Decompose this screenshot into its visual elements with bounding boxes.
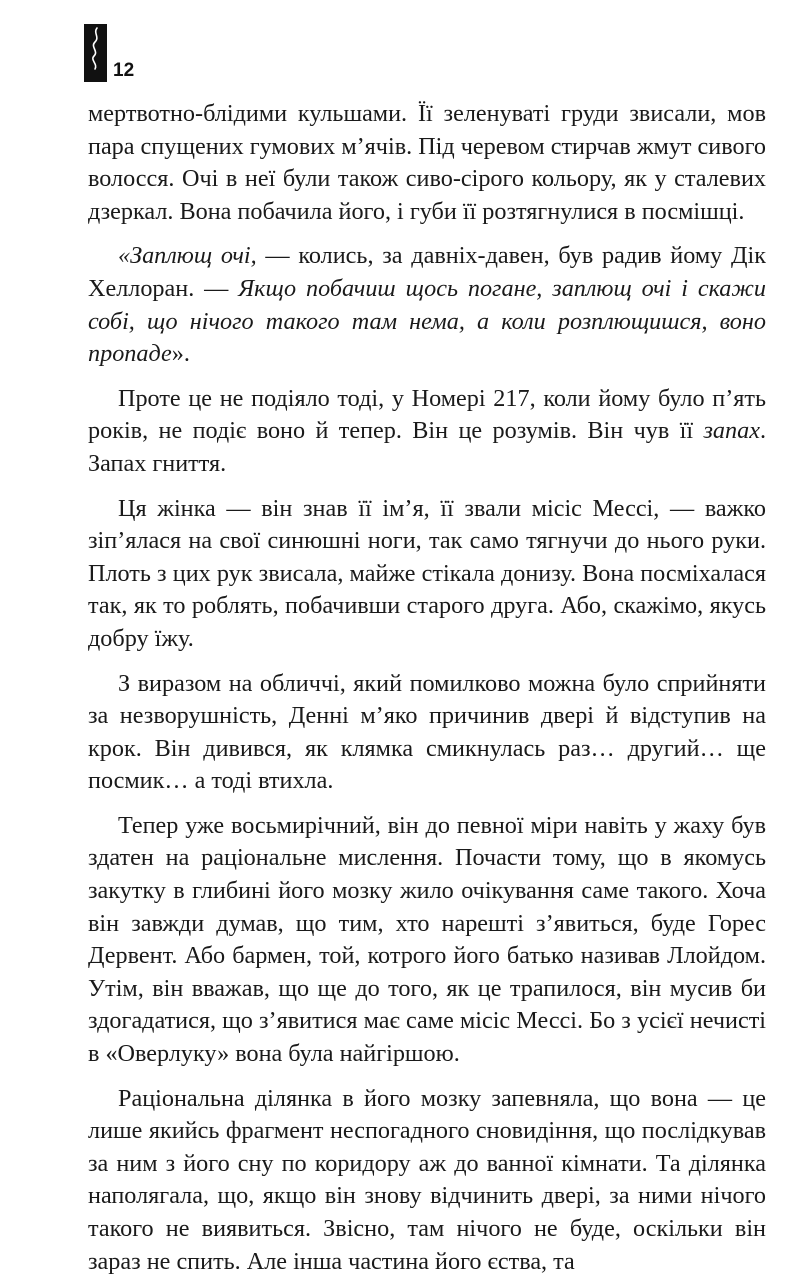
- paragraph: [88, 1083, 766, 1278]
- text-run-italic: запах: [703, 417, 760, 445]
- paragraph: [88, 240, 766, 370]
- page-header: [84, 24, 134, 82]
- text-run: З виразом на обличчі, який помилково можна було сприйняти за незворушність, Денні м’яко причинив двері й відступив на крок. Він дивився, як клямка смикнулась раз… другий… ще посмик… а тоді втихла.: [88, 669, 766, 795]
- text-run-italic: Якщо побачиш щось погане, заплющ очі і скажи собі, що нічого такого там нема, а коли розплющишся, воно пропаде: [88, 274, 766, 368]
- text-run: — колись, за давніх-давен, був радив йому Дік Хеллоран. —: [88, 242, 766, 302]
- body-text: [88, 98, 766, 1278]
- paragraph: [88, 668, 766, 798]
- paragraph: [88, 383, 766, 481]
- text-run: Ця жінка — він знав її ім’я, її звали місіс Мессі, — важко зіп’ялася на свої синюшні ноги, так само тягнучи до нього руки. Плоть з цих рук звисала, майже стікала донизу. Вона посміхалася так, як то роблять, побачивши старого друга. Або, скажімо, якусь добру їжу.: [88, 494, 766, 652]
- page-number: 12: [113, 60, 135, 81]
- text-run: ».: [171, 340, 190, 368]
- paragraph: [88, 493, 766, 656]
- text-run: Раціональна ділянка в його мозку запевняла, що вона — це лише якийсь фрагмент неспогадного сновидіння, що послідкував за ним з його сну по коридору аж до ванної кімнати. Та ділянка наполягала, що, якщо він знову відчинить двері, за ними нічого такого не виявиться. Звісно, там нічого не буде, оскільки він зараз не спить. Але інша частина його єства, та: [88, 1084, 766, 1275]
- paragraph: [88, 810, 766, 1071]
- folio-mark-icon: [84, 24, 107, 82]
- text-run: . Запах гниття.: [88, 417, 766, 477]
- text-run: мертвотно-блідими кульшами. Її зеленуваті груди звисали, мов пара спущених гумових м’ячів. Під черевом стирчав жмут сивого волосся. Очі в неї були також сиво-сірого кольору, як у сталевих дзеркал. Вона побачила його, і губи її розтягнулися в посмішці.: [88, 100, 766, 225]
- text-run: Тепер уже восьмирічний, він до певної міри навіть у жаху був здатен на раціональне мислення. Почасти тому, що в якомусь закутку в глибині його мозку жило очікування саме такого. Хоча він завжди думав, що тим, хто нарешті з’явиться, буде Горес Дервент. Або бармен, той, котрого його батько називав Ллойдом. Утім, він вважав, що ще до того, як це трапилося, він мусив би здогадатися, що з’явитися має саме місіс Мессі. Бо з усієї нечисті в «Оверлуку» вона була найгіршою.: [88, 811, 766, 1068]
- text-run: Проте це не подіяло тоді, у Номері 217, коли йому було п’ять років, не подіє воно й тепер. Він це розумів. Він чув її: [88, 384, 766, 445]
- text-run-italic: «Заплющ очі,: [118, 242, 257, 270]
- paragraph: [88, 98, 766, 228]
- folio-squiggle-icon: [84, 24, 107, 82]
